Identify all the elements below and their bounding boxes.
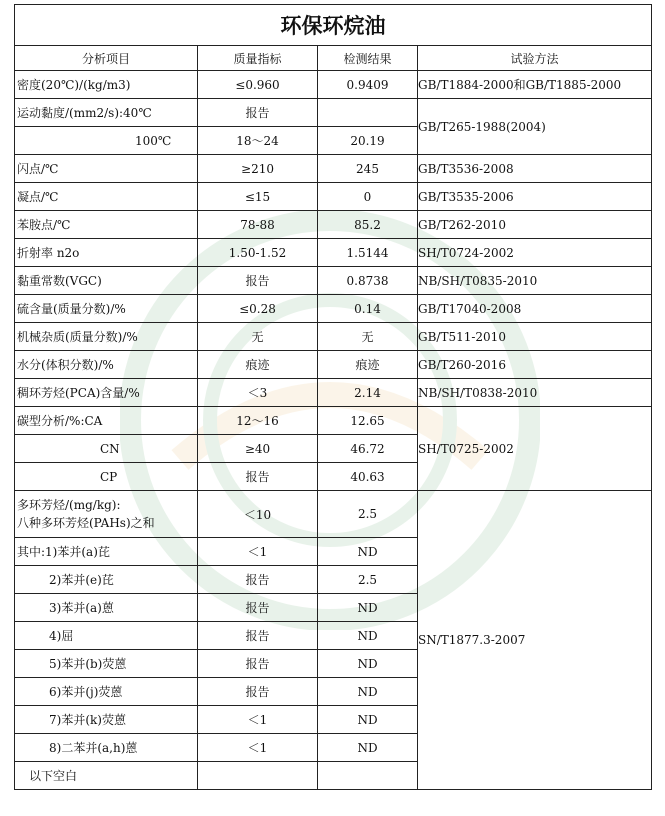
item-cell: 2)苯并(e)芘 (15, 566, 198, 594)
item-cell: 6)苯并(j)荧蒽 (15, 678, 198, 706)
spec-cell: ＜1 (198, 538, 318, 566)
method-cell: GB/T3535-2006 (418, 183, 652, 211)
result-cell: 46.72 (318, 435, 418, 463)
table-row (15, 71, 652, 99)
result-cell: ND (318, 734, 418, 762)
header-result: 检测结果 (318, 46, 418, 71)
result-cell: 2.5 (318, 566, 418, 594)
table-row (15, 267, 652, 295)
spec-table (14, 4, 652, 790)
item-cell: 3)苯并(a)蒽 (15, 594, 198, 622)
item-line-1: 多环芳烃/(mg/kg): (17, 498, 121, 512)
result-cell: 1.5144 (318, 239, 418, 267)
spec-cell: 报告 (198, 463, 318, 491)
item-cell: 8)二苯并(a,h)蒽 (15, 734, 198, 762)
result-cell: 2.5 (318, 491, 418, 538)
spec-cell: 无 (198, 323, 318, 351)
spec-cell: ＜1 (198, 734, 318, 762)
spec-cell: 痕迹 (198, 351, 318, 379)
spec-cell (198, 762, 318, 790)
spec-cell: 报告 (198, 99, 318, 127)
result-cell: ND (318, 594, 418, 622)
method-cell: GB/T511-2010 (418, 323, 652, 351)
item-cell: 闪点/℃ (15, 155, 198, 183)
result-cell: 无 (318, 323, 418, 351)
spec-cell: ＜1 (198, 706, 318, 734)
table-title: 环保环烷油 (15, 5, 652, 46)
item-cell: CN (15, 435, 198, 463)
result-cell (318, 99, 418, 127)
table-row (15, 99, 652, 127)
item-cell: 硫含量(质量分数)/% (15, 295, 198, 323)
result-cell: 20.19 (318, 127, 418, 155)
result-cell: 0.9409 (318, 71, 418, 99)
item-cell: 4)屈 (15, 622, 198, 650)
spec-cell: ＜10 (198, 491, 318, 538)
result-cell: ND (318, 706, 418, 734)
item-cell: 水分(体积分数)/% (15, 351, 198, 379)
table-row (15, 407, 652, 435)
method-cell: SN/T1877.3-2007 (418, 491, 652, 790)
table-row (15, 491, 652, 538)
spec-cell: 报告 (198, 622, 318, 650)
table-row (15, 351, 652, 379)
spec-cell: 报告 (198, 594, 318, 622)
method-cell: SH/T0725-2002 (418, 407, 652, 491)
header-item: 分析项目 (15, 46, 198, 71)
result-cell: 2.14 (318, 379, 418, 407)
result-cell: 245 (318, 155, 418, 183)
result-cell: ND (318, 622, 418, 650)
result-cell: ND (318, 650, 418, 678)
result-cell: 12.65 (318, 407, 418, 435)
item-cell: 碳型分析/%:CA (15, 407, 198, 435)
spec-cell: ≤15 (198, 183, 318, 211)
result-cell: 0.14 (318, 295, 418, 323)
item-cell: 以下空白 (15, 762, 198, 790)
spec-cell: 报告 (198, 566, 318, 594)
method-cell: GB/T262-2010 (418, 211, 652, 239)
table-row (15, 155, 652, 183)
spec-cell: ≤0.28 (198, 295, 318, 323)
table-row (15, 211, 652, 239)
item-cell: 100℃ (15, 127, 198, 155)
method-cell: NB/SH/T0838-2010 (418, 379, 652, 407)
item-cell: 密度(20℃)/(kg/m3) (15, 71, 198, 99)
result-cell: 0 (318, 183, 418, 211)
spec-cell: ≤0.960 (198, 71, 318, 99)
table-row (15, 379, 652, 407)
spec-cell: 报告 (198, 678, 318, 706)
item-cell: 机械杂质(质量分数)/% (15, 323, 198, 351)
method-cell: SH/T0724-2002 (418, 239, 652, 267)
item-cell: 7)苯并(k)荧蒽 (15, 706, 198, 734)
result-cell: 85.2 (318, 211, 418, 239)
spec-cell: ≥40 (198, 435, 318, 463)
item-cell: 5)苯并(b)荧蒽 (15, 650, 198, 678)
spec-cell: 78-88 (198, 211, 318, 239)
result-cell: 痕迹 (318, 351, 418, 379)
table-row (15, 295, 652, 323)
result-cell (318, 762, 418, 790)
method-cell: GB/T17040-2008 (418, 295, 652, 323)
item-cell (15, 491, 198, 538)
item-cell: 折射率 n2o (15, 239, 198, 267)
spec-cell: ≥210 (198, 155, 318, 183)
spec-cell: 报告 (198, 267, 318, 295)
item-cell: 苯胺点/℃ (15, 211, 198, 239)
spec-cell: 1.50-1.52 (198, 239, 318, 267)
spec-cell: 12～16 (198, 407, 318, 435)
item-cell: 运动黏度/(mm2/s):40℃ (15, 99, 198, 127)
method-cell: GB/T3536-2008 (418, 155, 652, 183)
method-cell: GB/T265-1988(2004) (418, 99, 652, 155)
method-cell: GB/T260-2016 (418, 351, 652, 379)
item-cell: 黏重常数(VGC) (15, 267, 198, 295)
spec-cell: 18～24 (198, 127, 318, 155)
table-row (15, 183, 652, 211)
item-cell: 其中:1)苯并(a)芘 (15, 538, 198, 566)
item-cell: 凝点/℃ (15, 183, 198, 211)
spec-cell: 报告 (198, 650, 318, 678)
result-cell: ND (318, 538, 418, 566)
item-cell: CP (15, 463, 198, 491)
method-cell: NB/SH/T0835-2010 (418, 267, 652, 295)
item-line-2: 八种多环芳烃(PAHs)之和 (17, 516, 155, 530)
header-spec: 质量指标 (198, 46, 318, 71)
header-method: 试验方法 (418, 46, 652, 71)
result-cell: ND (318, 678, 418, 706)
result-cell: 0.8738 (318, 267, 418, 295)
result-cell: 40.63 (318, 463, 418, 491)
spec-cell: ＜3 (198, 379, 318, 407)
table-row (15, 239, 652, 267)
method-cell: GB/T1884-2000和GB/T1885-2000 (418, 71, 652, 99)
table-row (15, 323, 652, 351)
item-cell: 稠环芳烃(PCA)含量/% (15, 379, 198, 407)
